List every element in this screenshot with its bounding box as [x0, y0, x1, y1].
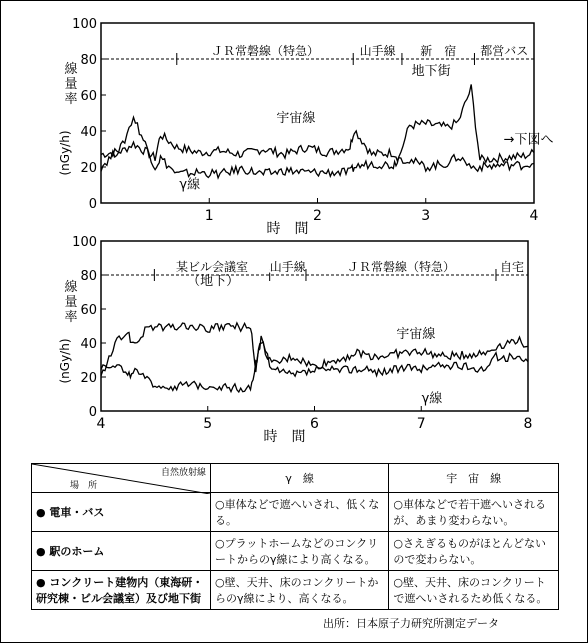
chart1-series-cosmic-line	[101, 84, 534, 162]
chart2-segment-label: 自宅	[499, 260, 524, 274]
chart1-x-tick-label: 4	[529, 208, 539, 224]
table-header-row	[32, 464, 559, 493]
chart1-y-tick-label: 0	[88, 197, 97, 212]
chart1-y-tick-label: 80	[80, 53, 97, 68]
chart2-segment-label: 山手線	[269, 260, 306, 274]
chart2-x-tick-label: 7	[416, 416, 426, 432]
chart2-annotation: 宇宙線	[396, 326, 436, 342]
chart1-y-tick-label: 60	[80, 89, 97, 104]
chart1-y-axis-unit: (nGy/h)	[58, 130, 72, 176]
chart2-x-tick-label: 4	[96, 416, 106, 432]
chart2-segment-label: 某ビル会議室	[176, 260, 249, 274]
chart2-x-tick-label: 8	[523, 416, 533, 432]
chart1-segment-label: 新 宿	[420, 44, 457, 58]
header-natural-radiation: 自然放射線	[160, 468, 206, 478]
chart2-y-tick-label: 80	[80, 269, 97, 284]
chart1-x-tick-label: 3	[421, 208, 431, 224]
chart1-x-axis-label: 時 間	[266, 221, 309, 237]
source-note: 出所：日本原子力研究所測定データ	[323, 617, 499, 630]
chart1-y-tick-label: 100	[72, 17, 97, 32]
radiation-source-table	[31, 463, 559, 610]
chart1-y-tick-label: 40	[80, 125, 97, 140]
chart1-segment-label: ＪＲ常磐線（特急）	[210, 44, 320, 58]
chart2-plot-frame	[101, 241, 528, 411]
chart2-annotation: （地下）	[187, 274, 240, 290]
chart1-y-axis-label: 線	[64, 62, 78, 77]
chart2-y-tick-label: 40	[80, 337, 97, 352]
chart1-annotation: 宇宙線	[276, 111, 316, 126]
chart1-y-axis-label: 率	[64, 92, 78, 107]
chart1-series-gamma-line	[101, 117, 534, 178]
chart1-annotation: γ線	[179, 177, 201, 193]
row-gamma: ○プラットホームなどのコンクリートからのγ線により高くなる。	[211, 532, 389, 571]
chart2-x-axis-label: 時 間	[263, 429, 306, 445]
row-cosmic: ○さえぎるものがほとんどないので変わらない。	[389, 532, 559, 571]
chart1-y-axis-label: 量	[64, 77, 78, 92]
chart2-y-axis-label: 率	[64, 310, 78, 325]
chart2-y-tick-label: 20	[80, 371, 97, 386]
row-cosmic: ○車体などで若干遮へいされるが、あまり変わらない。	[389, 493, 559, 532]
row-cosmic: ○壁、天井、床のコンクリートで遮へいされるため低くなる。	[389, 571, 559, 610]
header-cosmic: 宇 宙 線	[389, 464, 559, 493]
chart1-segment-label: 山手線	[359, 44, 396, 58]
chart2-series-cosmic-line	[101, 323, 528, 376]
chart2-y-axis-label: 量	[64, 295, 78, 310]
chart2-annotation: γ線	[421, 391, 443, 407]
chart2-x-tick-label: 6	[310, 416, 319, 432]
chart1-x-tick-label: 2	[313, 208, 322, 224]
chart2-y-tick-label: 60	[80, 303, 97, 318]
row-place: ● 電車・バス	[32, 493, 211, 532]
table-header-corner	[32, 464, 211, 493]
row-place: ● コンクリート建物内（東海研・研究棟・ビル会議室）及び地下街	[32, 571, 211, 610]
chart2-y-axis-unit: (nGy/h)	[58, 338, 72, 384]
row-place: ● 駅のホーム	[32, 532, 211, 571]
chart1-segment-label: 都営バス	[480, 44, 529, 58]
chart2-y-tick-label: 100	[72, 235, 97, 250]
chart2-x-tick-label: 5	[203, 416, 213, 432]
row-gamma: ○壁、天井、床のコンクリートからのγ線により、高くなる。	[211, 571, 389, 610]
table-row	[32, 493, 559, 532]
chart2-y-axis-label: 線	[64, 280, 78, 295]
table-row	[32, 571, 559, 610]
header-place: 場 所	[70, 481, 98, 491]
chart1-y-tick-label: 20	[80, 161, 97, 176]
chart1-annotation: →下図へ	[503, 132, 554, 148]
dose-rate-charts	[1, 1, 588, 461]
chart2-segment-label: ＪＲ常磐線（特急）	[346, 260, 455, 274]
header-gamma: γ 線	[211, 464, 389, 493]
row-gamma: ○車体などで遮へいされ、低くなる。	[211, 493, 389, 532]
chart2-y-tick-label: 0	[88, 405, 97, 420]
chart1-x-tick-label: 1	[204, 208, 214, 224]
chart1-annotation: 地下街	[411, 64, 451, 80]
table-row	[32, 532, 559, 571]
